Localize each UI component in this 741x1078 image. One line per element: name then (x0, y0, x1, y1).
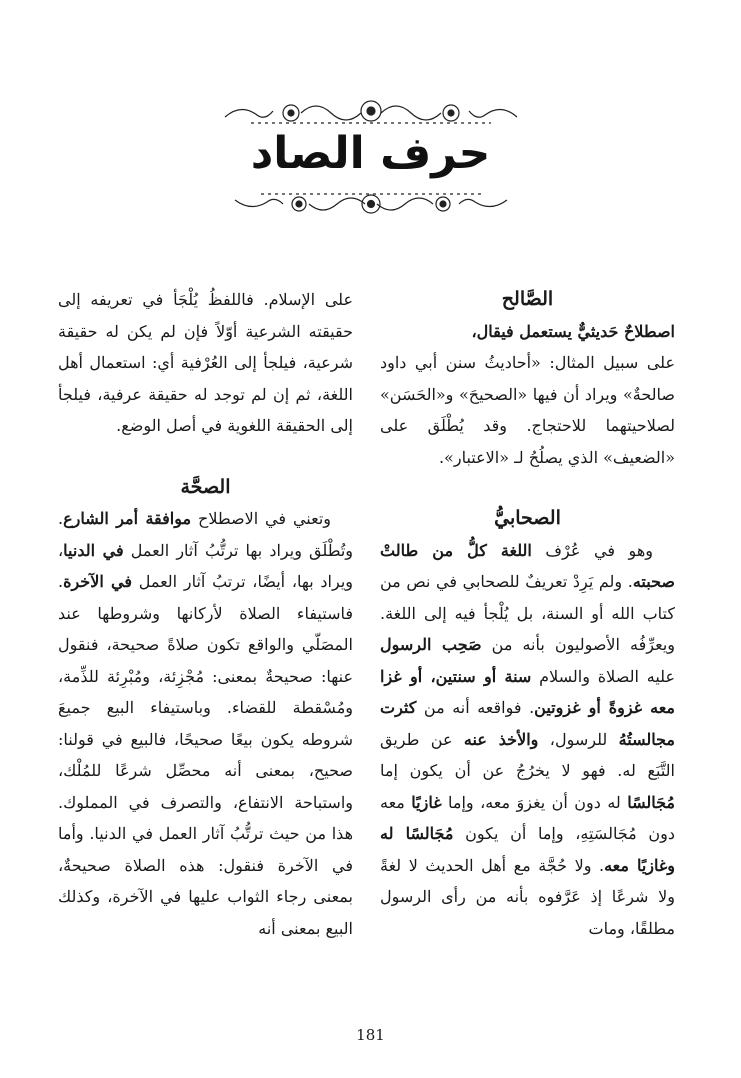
entry-title-salih: الصَّالح (501, 288, 554, 310)
entry-title-sahabi: الصحابيُّ (494, 507, 561, 529)
entry-body-sahabi: وهو في عُرْف اللغة كلُّ من طالتْ صحبته. ولم يَرِدْ تعريفٌ للصحابي في نص من كتاب الله أو السنة، بل يُلْجأ فيه إلى اللغة. ويعرِّفُه الأصوليون بأنه من صَحِب الرسول عليه الصلاة والسلام سنة أو سنتين، أو غزا معه غزوةً أو غزوتين. فواقعه أنه من كثرت مجالستُهُ للرسول، والأخذ عنه عن طريق التَّبَع له. فهو لا يخرُجُ عن أن يكون إما مُجَالسًا له دون أن يغزوَ معه، وإما غازيًا معه دون مُجَالسَتِهِ، وإما أن يكون مُجَالسًا له وغازيًا معه. ولا حُجَّة مع أهل الحديث لا لغةً ولا شرعًا إذ عَرَّفوه بأنه من رأى الرسول مطلقًا، ومات (380, 540, 676, 938)
header-ornament-bottom (0, 190, 741, 220)
left-column (58, 284, 353, 944)
entry-body-sihha: وتعني في الاصطلاح موافقة أمر الشارع. وتُطْلَق ويراد بها ترتُّبُ آثار العمل في الدنيا، ويراد بها، أيضًا، ترتبُ آثار العمل في الآخرة. فاستيفاء الصلاة لأركانها وشروطها عند المصَلّي والواقع تكون صلاةً صحيحة، فنقول عنها: صحيحةٌ بمعنى: مُجْزِئة، ومُبْرِئة للذِّمة، ومُسْقطة للقضاء. وباستيفاء البيع جميعَ شروطه يكون بيعًا صحيحًا، فالبيع في قولنا: صحيح، بمعنى أنه محصِّل شرعًا للمُلْك، واستباحة الانتفاع، والتصرف في المملوك. هذا من حيث ترتُّبُ آثار العمل في الدنيا. وأما في الآخرة فنقول: هذه الصلاة صحيحةٌ، بمعنى رجاء الثواب عليها في الآخرة، وكذلك البيع بمعنى أنه (58, 509, 354, 938)
entry-title-sihha: الصحَّة (180, 475, 231, 498)
floral-ornament-icon (231, 190, 511, 220)
continuation-paragraph: على الإسلام. فاللفظُ يُلْجَأ في تعريفه إلى حقيقته الشرعية أوّلاً فإن لم يكن له حقيقة شرعية، فيلجأ إلى العُرْفية أي: استعمال أهل اللغة، ثم إن لم توجد له حقيقة عرفية، فيلجأ إلى الحقيقة اللغوية في أصل الوضع. (58, 290, 353, 435)
right-column (380, 284, 675, 944)
page-number: 181 (356, 1026, 385, 1044)
chapter-title: حرف الصاد (250, 128, 491, 179)
entry-body-salih: على سبيل المثال: «أحاديثُ سنن أبي داود صالحةٌ» ويراد أن فيها «الصحيحَ» و«الحَسَن» لصلاحيتهما للاحتجاج. وقد يُطْلَق على «الضعيف» الذي يصلُحُ لـ «الاعتبار». (380, 353, 675, 467)
entry-subtitle-salih: اصطلاحٌ حَديثيٌّ يستعمل فيقال، (471, 321, 675, 341)
